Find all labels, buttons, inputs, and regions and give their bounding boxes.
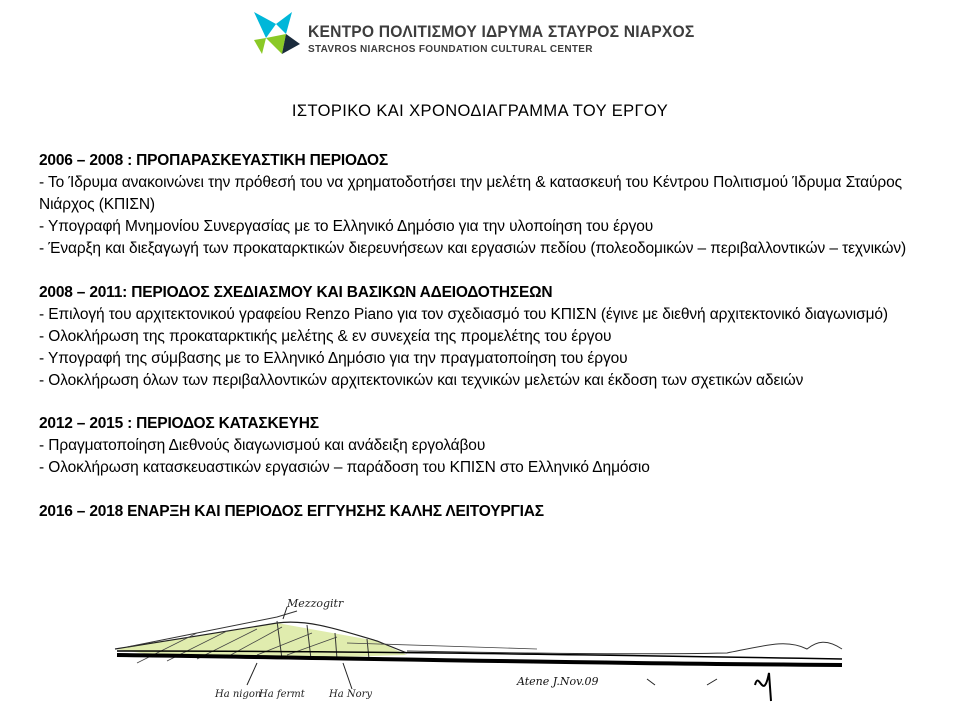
org-name-english: STAVROS NIARCHOS FOUNDATION CULTURAL CENTER (308, 44, 593, 55)
sketch-annotation: Ha Nory (329, 689, 373, 700)
list-item: - Πραγματοποίηση Διεθνούς διαγωνισμού και ανάδειξη εργολάβου (39, 437, 486, 454)
section-construction (39, 413, 944, 479)
timeline-content (39, 150, 944, 544)
list-item: - Το Ίδρυμα ανακοινώνει την πρόθεσή του να χρηματοδοτήσει την μελέτη & κατασκευή του Κέντρου Πολιτισμού Ίδρυμα Σταύρος Νιάρχος (ΚΠΙΣΝ) (39, 174, 902, 213)
architectural-sketch (107, 593, 847, 720)
org-name-greek: ΚΕΝΤΡΟ ΠΟΛΙΤΙΣΜΟΥ ΙΔΡΥΜΑ ΣΤΑΥΡΟΣ ΝΙΑΡΧΟΣ (308, 22, 695, 41)
section-heading: 2016 – 2018 ΕΝΑΡΞΗ ΚΑΙ ΠΕΡΙΟΔΟΣ ΕΓΓΥΗΣΗΣ ΚΑΛΗΣ ΛΕΙΤΟΥΡΓΙΑΣ (39, 502, 544, 520)
section-preparatory (39, 150, 944, 260)
list-item: - Έναρξη και διεξαγωγή των προκαταρκτικών διερευνήσεων και εργασιών πεδίου (πολεοδομικών – περιβαλλοντικών – τεχνικών) (39, 240, 907, 257)
document-title: ΙΣΤΟΡΙΚΟ ΚΑΙ ΧΡΟΝΟΔΙΑΓΡΑΜΜΑ ΤΟΥ ΕΡΓΟΥ (291, 102, 669, 120)
list-item: - Ολοκλήρωση όλων των περιβαλλοντικών αρχιτεκτονικών και τεχνικών μελετών και έκδοση των σχετικών αδειών (39, 371, 804, 389)
list-item: - Υπογραφή της σύμβασης με το Ελληνικό Δημόσιο για την πραγματοποίηση του έργου (39, 349, 628, 367)
sketch-annotation: Ha fermt (259, 689, 305, 700)
section-heading: 2006 – 2008 : ΠΡΟΠΑΡΑΣΚΕΥΑΣΤΙΚΗ ΠΕΡΙΟΔΟΣ (39, 152, 388, 169)
sketch-mark (647, 679, 717, 685)
sketch-annotation: Atene J.Nov.09 (517, 675, 599, 688)
section-design (39, 282, 944, 392)
sketch-horizon (407, 642, 842, 654)
list-item: - Υπογραφή Μνημονίου Συνεργασίας με το Ελληνικό Δημόσιο για την υλοποίηση του έργου (39, 218, 654, 235)
list-item: - Ολοκλήρωση κατασκευαστικών εργασιών – παράδοση του ΚΠΙΣΝ στο Ελληνικό Δημόσιο (39, 459, 650, 476)
section-operation (39, 501, 944, 523)
section-heading: 2008 – 2011: ΠΕΡΙΟΔΟΣ ΣΧΕΔΙΑΣΜΟΥ ΚΑΙ ΒΑΣΙΚΩΝ ΑΔΕΙΟΔΟΤΗΣΕΩΝ (39, 283, 553, 301)
list-item: - Επιλογή του αρχιτεκτονικού γραφείου Renzo Piano για τον σχεδιασμό του ΚΠΙΣΝ (έγινε με διεθνή αρχιτεκτονικό διαγωνισμό) (39, 305, 888, 323)
sketch-annotation: Ha nigon (215, 689, 262, 700)
list-item: - Ολοκλήρωση της προκαταρκτικής μελέτης & εν συνεχεία της προμελέτης του έργου (39, 327, 612, 345)
sketch-mark (755, 673, 771, 701)
section-heading: 2012 – 2015 : ΠΕΡΙΟΔΟΣ ΚΑΤΑΣΚΕΥΗΣ (39, 415, 319, 432)
logo-icon (252, 10, 302, 62)
sketch-annotation: Mezzogitr (287, 597, 344, 610)
